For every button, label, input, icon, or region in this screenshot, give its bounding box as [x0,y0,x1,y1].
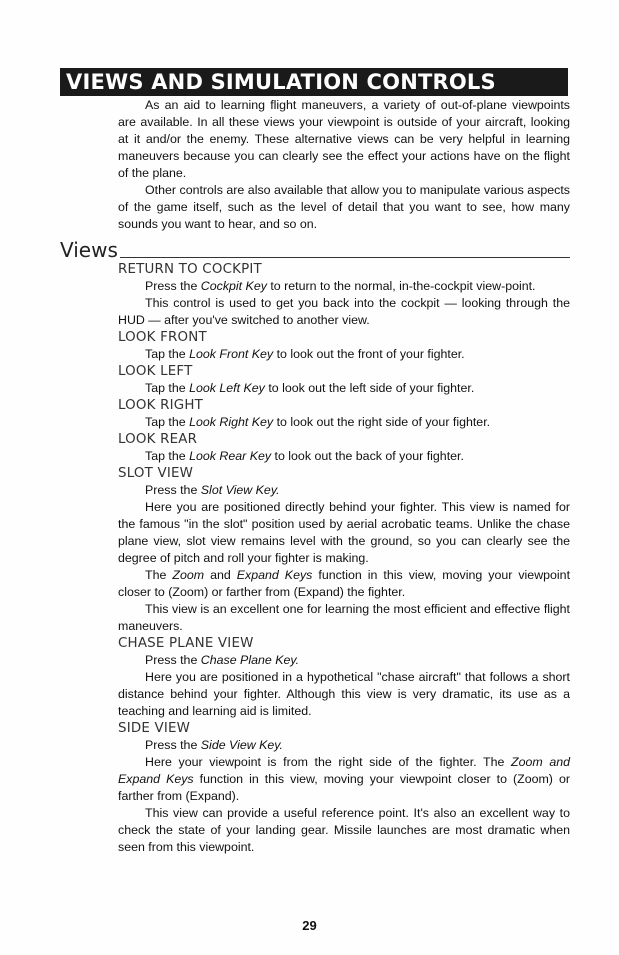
slot-view-text-3 [118,567,570,601]
text-segment: to look out the right side of your fighter. [273,415,491,429]
slot-view-text-1 [118,482,570,499]
section-heading-banner: VIEWS AND SIMULATION CONTROLS [60,68,568,96]
text-segment: Here your viewpoint is from the right side of the fighter. The [145,755,511,769]
views-rule [120,257,570,258]
views-subheading [60,233,570,261]
key-name: Look Right Key [189,415,274,429]
slot-view-text-4: This view is an excellent one for learning the most efficient and effective flight maneuvers. [118,602,570,633]
slot-view-text-2: Here you are positioned directly behind your fighter. This view is named for the famous "in the slot" position used by aerial acrobatic teams. Unlike the chase plane view, slot view remains level with the ground, so you can clearly see the degree of pitch and roll your fighter is making. [118,500,570,565]
text-segment: The [145,568,173,582]
chase-plane-text-1 [118,652,570,669]
text-segment: to look out the back of your fighter. [271,449,464,463]
text-segment: Press the [145,738,201,752]
key-name: Look Left Key [189,381,265,395]
views-title: Views [60,238,118,262]
side-view-text-1 [118,737,570,754]
text-segment: function in this view, moving your viewpoint closer to (Zoom) or farther from (Expand) the fighter. [118,568,571,599]
intro-paragraph-2: Other controls are also available that allow you to manipulate various aspects of the game itself, such as the level of detail that you want to see, how many sounds you want to hear, and so on. [118,183,570,231]
key-name: Look Rear Key [189,449,272,463]
key-name: Slot View Key. [200,483,280,497]
look-left-heading: LOOK LEFT [118,364,193,379]
text-segment: Tap the [145,347,190,361]
text-segment: to look out the front of your fighter. [273,347,465,361]
text-segment: and [204,568,237,582]
text-segment: Tap the [145,381,190,395]
side-view-text-2 [118,754,570,805]
look-front-heading: LOOK FRONT [118,330,207,345]
key-name: Look Front Key [189,347,274,361]
text-segment: to look out the left side of your fighter. [264,381,475,395]
look-rear-text [118,448,570,465]
key-name: Zoom and Expand Keys [118,755,570,786]
side-view-heading: SIDE VIEW [118,721,191,736]
chase-plane-view-heading: CHASE PLANE VIEW [118,636,254,651]
slot-view-heading: SLOT VIEW [118,466,194,481]
key-name: Side View Key. [200,738,283,752]
return-to-cockpit-heading: RETURN TO COCKPIT [118,262,262,277]
key-name: Chase Plane Key. [200,653,300,667]
look-rear-heading: LOOK REAR [118,432,198,447]
key-name: Expand Keys [236,568,313,582]
look-right-heading: LOOK RIGHT [118,398,203,413]
key-name: Cockpit Key [200,279,267,293]
look-front-text [118,346,570,363]
text-segment: function in this view, moving your viewpoint closer to (Zoom) or farther from (Expand). [118,772,570,803]
text-segment: Press the [145,279,201,293]
look-right-text [118,414,570,431]
side-view-text-3: This view can provide a useful reference point. It's also an excellent way to check the state of your landing gear. Missile launches are most dramatic when seen from this viewpoint. [118,806,570,854]
page-content [60,97,571,856]
chase-plane-text-2: Here you are positioned in a hypothetical "chase aircraft" that follows a short distance behind your fighter. Although this view is very dramatic, its use as a teaching and learning aid is limited. [118,670,570,718]
return-to-cockpit-text-2: This control is used to get you back into the cockpit — looking through the HUD — after you've switched to another view. [118,296,570,327]
text-segment: Tap the [145,415,190,429]
text-segment: to return to the normal, in-the-cockpit view-point. [266,279,536,293]
text-segment: Press the [145,483,201,497]
return-to-cockpit-text-1 [118,278,570,295]
text-segment: Press the [145,653,201,667]
key-name: Zoom [172,568,205,582]
text-segment: Tap the [145,449,190,463]
intro-paragraph-1: As an aid to learning flight maneuvers, a variety of out-of-plane viewpoints are available. In all these views your viewpoint is outside of your aircraft, looking at it and/or the enemy. These alternative views can be very helpful in learning maneuvers because you can clearly see the effect your actions have on the flight of the plane. [118,98,570,180]
page-number: 29 [302,918,317,933]
look-left-text [118,380,570,397]
